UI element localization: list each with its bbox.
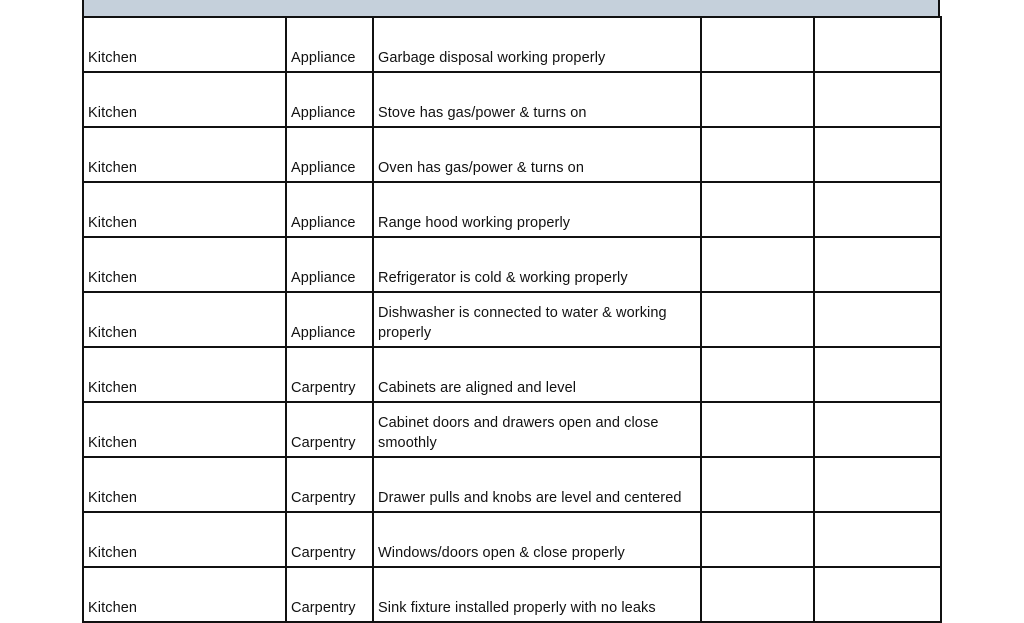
check-cell[interactable]: [701, 72, 814, 127]
notes-cell[interactable]: [814, 567, 941, 622]
item-cell: Windows/doors open & close properly: [373, 512, 701, 567]
area-cell: Kitchen: [83, 182, 286, 237]
check-cell[interactable]: [701, 127, 814, 182]
notes-cell[interactable]: [814, 237, 941, 292]
check-cell[interactable]: [701, 347, 814, 402]
item-cell: Garbage disposal working properly: [373, 17, 701, 72]
check-cell[interactable]: [701, 182, 814, 237]
area-cell: Kitchen: [83, 567, 286, 622]
notes-cell[interactable]: [814, 182, 941, 237]
inspection-checklist-sheet: [82, 0, 940, 616]
area-cell: Kitchen: [83, 237, 286, 292]
notes-cell[interactable]: [814, 457, 941, 512]
item-cell: Refrigerator is cold & working properly: [373, 237, 701, 292]
check-cell[interactable]: [701, 402, 814, 457]
area-cell: Kitchen: [83, 72, 286, 127]
item-cell: Stove has gas/power & turns on: [373, 72, 701, 127]
notes-cell[interactable]: [814, 347, 941, 402]
item-cell: Cabinet doors and drawers open and close smoothly: [373, 402, 701, 457]
item-cell: Range hood working properly: [373, 182, 701, 237]
table-row: [83, 292, 941, 347]
notes-cell[interactable]: [814, 72, 941, 127]
area-cell: Kitchen: [83, 457, 286, 512]
check-cell[interactable]: [701, 567, 814, 622]
category-cell: Carpentry: [286, 457, 373, 512]
item-cell: Oven has gas/power & turns on: [373, 127, 701, 182]
item-cell: Drawer pulls and knobs are level and centered: [373, 457, 701, 512]
notes-cell[interactable]: [814, 292, 941, 347]
table-row: [83, 347, 941, 402]
category-cell: Carpentry: [286, 402, 373, 457]
table-row: [83, 402, 941, 457]
table-row: [83, 17, 941, 72]
category-cell: Appliance: [286, 17, 373, 72]
table-row: [83, 182, 941, 237]
notes-cell[interactable]: [814, 402, 941, 457]
notes-cell[interactable]: [814, 17, 941, 72]
table-row: [83, 567, 941, 622]
check-cell[interactable]: [701, 512, 814, 567]
notes-cell[interactable]: [814, 512, 941, 567]
item-cell: Dishwasher is connected to water & working properly: [373, 292, 701, 347]
category-cell: Appliance: [286, 292, 373, 347]
check-cell[interactable]: [701, 237, 814, 292]
area-cell: Kitchen: [83, 402, 286, 457]
checklist-table: [82, 16, 942, 623]
area-cell: Kitchen: [83, 292, 286, 347]
category-cell: Appliance: [286, 237, 373, 292]
area-cell: Kitchen: [83, 17, 286, 72]
check-cell[interactable]: [701, 292, 814, 347]
category-cell: Appliance: [286, 72, 373, 127]
area-cell: Kitchen: [83, 512, 286, 567]
category-cell: Carpentry: [286, 567, 373, 622]
category-cell: Appliance: [286, 182, 373, 237]
area-cell: Kitchen: [83, 347, 286, 402]
category-cell: Appliance: [286, 127, 373, 182]
table-row: [83, 127, 941, 182]
item-cell: Sink fixture installed properly with no leaks: [373, 567, 701, 622]
table-row: [83, 237, 941, 292]
table-row: [83, 512, 941, 567]
area-cell: Kitchen: [83, 127, 286, 182]
category-cell: Carpentry: [286, 347, 373, 402]
category-cell: Carpentry: [286, 512, 373, 567]
table-row: [83, 457, 941, 512]
notes-cell[interactable]: [814, 127, 941, 182]
check-cell[interactable]: [701, 457, 814, 512]
check-cell[interactable]: [701, 17, 814, 72]
item-cell: Cabinets are aligned and level: [373, 347, 701, 402]
table-row: [83, 72, 941, 127]
